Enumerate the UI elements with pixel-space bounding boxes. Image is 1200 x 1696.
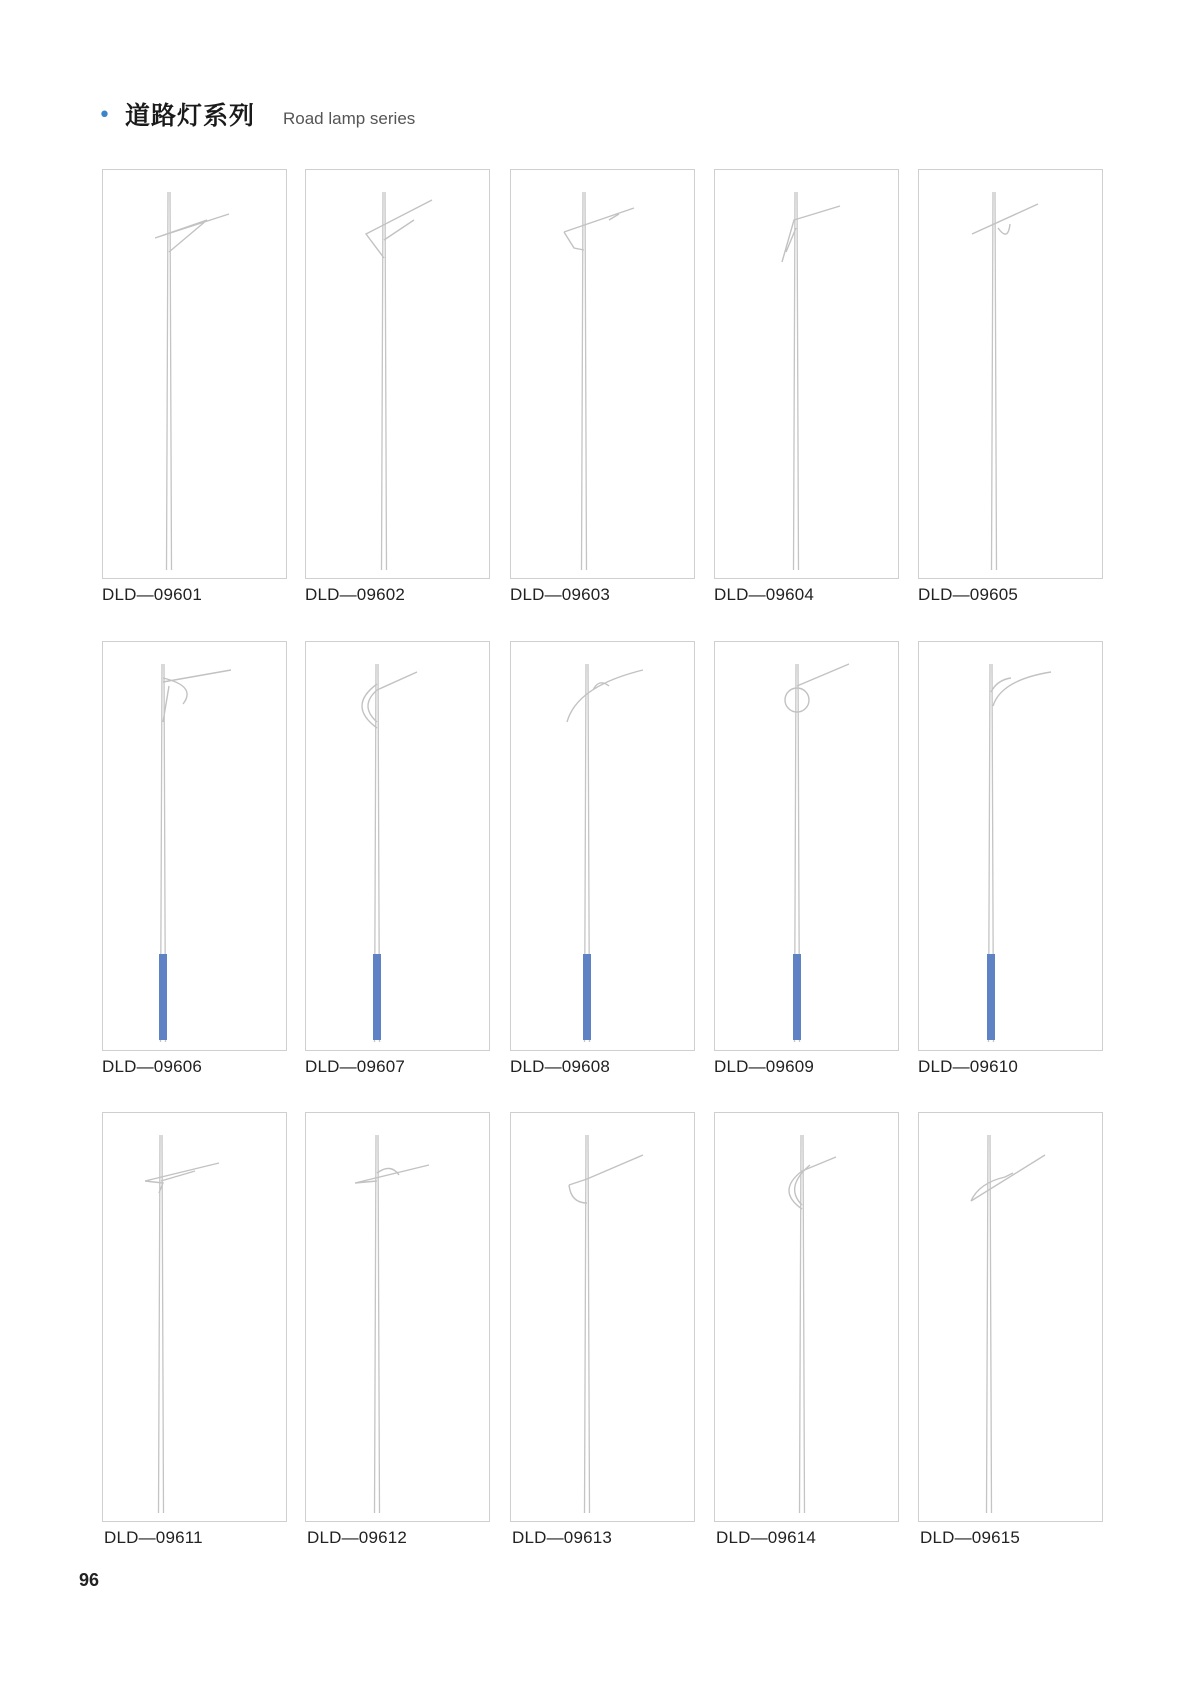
product-card [918, 641, 1103, 1051]
lamp-drawing [511, 170, 696, 580]
product-card [918, 169, 1103, 579]
product-card [305, 641, 490, 1051]
product-card [102, 1112, 287, 1522]
model-label: DLD—09601 [102, 585, 203, 604]
lamp-drawing [511, 1113, 696, 1523]
model-label: DLD—09602 [305, 585, 406, 604]
lamp-drawing [103, 170, 288, 580]
page-number: 96 [79, 1570, 100, 1590]
pole-base-blue [987, 954, 995, 1040]
pole-shaft [992, 192, 997, 570]
lamp-arm [569, 1155, 643, 1203]
pole-shaft [167, 192, 172, 570]
model-label: DLD—09609 [714, 1057, 815, 1076]
model-label: DLD—09612 [307, 1528, 408, 1547]
lamp-arm [155, 214, 229, 252]
pole-base-blue [159, 954, 167, 1040]
lamp-arm [567, 670, 643, 722]
product-card [305, 169, 490, 579]
product-card [918, 1112, 1103, 1522]
model-label: DLD—09607 [305, 1057, 406, 1076]
product-card [714, 641, 899, 1051]
lamp-drawing [919, 642, 1104, 1052]
model-label: DLD—09608 [510, 1057, 611, 1076]
pole-shaft [585, 1135, 590, 1513]
lamp-arm [972, 204, 1038, 234]
bullet-dot: • [98, 103, 111, 128]
lamp-arm [564, 208, 634, 250]
model-label: DLD—09603 [510, 585, 611, 604]
section-title-cn: 道路灯系列 [124, 101, 255, 130]
lamp-arm [991, 672, 1051, 706]
lamp-arm [782, 206, 840, 262]
model-label: DLD—09613 [512, 1528, 613, 1547]
model-label: DLD—09614 [716, 1528, 817, 1547]
pole-shaft [794, 192, 799, 570]
lamp-drawing [306, 642, 491, 1052]
pole-shaft [375, 1135, 380, 1513]
lamp-drawing [306, 1113, 491, 1523]
product-card [510, 1112, 695, 1522]
page-header [98, 96, 415, 136]
pole-shaft [582, 192, 587, 570]
lamp-drawing [103, 1113, 288, 1523]
lamp-arm [163, 670, 231, 722]
product-card [510, 641, 695, 1051]
lamp-arm [355, 1165, 429, 1183]
model-label: DLD—09610 [918, 1057, 1019, 1076]
lamp-drawing [919, 170, 1104, 580]
product-card [102, 169, 287, 579]
pole-base-blue [373, 954, 381, 1040]
pole-shaft [800, 1135, 805, 1513]
product-card [714, 1112, 899, 1522]
pole-shaft [382, 192, 387, 570]
product-card [305, 1112, 490, 1522]
model-label: DLD—09604 [714, 585, 815, 604]
product-card [714, 169, 899, 579]
lamp-arm [366, 200, 432, 258]
model-label: DLD—09605 [918, 585, 1019, 604]
lamp-drawing [306, 170, 491, 580]
lamp-drawing [715, 170, 900, 580]
model-label: DLD—09611 [104, 1528, 203, 1547]
lamp-arm [145, 1163, 219, 1193]
lamp-drawing [103, 642, 288, 1052]
lamp-arm [362, 672, 417, 728]
section-title-en: Road lamp series [283, 109, 416, 128]
model-label: DLD—09615 [920, 1528, 1021, 1547]
lamp-arm [785, 664, 849, 712]
lamp-drawing [715, 1113, 900, 1523]
lamp-drawing [715, 642, 900, 1052]
product-card [510, 169, 695, 579]
pole-base-blue [793, 954, 801, 1040]
model-label: DLD—09606 [102, 1057, 203, 1076]
lamp-arm [971, 1155, 1045, 1201]
product-card [102, 641, 287, 1051]
lamp-drawing [919, 1113, 1104, 1523]
pole-base-blue [583, 954, 591, 1040]
lamp-drawing [511, 642, 696, 1052]
lamp-arm [789, 1157, 836, 1209]
